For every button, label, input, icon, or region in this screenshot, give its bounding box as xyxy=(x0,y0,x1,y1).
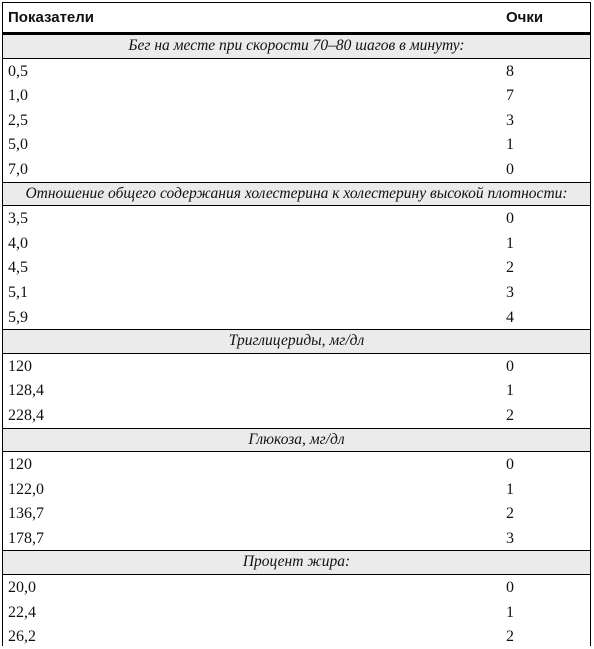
indicator-value: 228,4 xyxy=(8,406,44,424)
indicator-value: 5,1 xyxy=(8,283,28,301)
table-row xyxy=(3,108,590,133)
section-title: Глюкоза, мг/дл xyxy=(3,428,590,453)
points-value: 0 xyxy=(506,579,514,597)
indicator-value: 122,0 xyxy=(8,480,44,498)
indicator-value: 5,0 xyxy=(8,136,28,154)
section-title: Бег на месте при скорости 70–80 шагов в минуту: xyxy=(3,34,590,59)
table-row xyxy=(3,59,590,84)
table-row xyxy=(3,305,590,330)
points-value: 1 xyxy=(506,480,514,498)
table-header xyxy=(3,3,590,34)
indicator-value: 128,4 xyxy=(8,382,44,400)
table-row xyxy=(3,280,590,305)
points-value: 7 xyxy=(506,87,514,105)
indicator-value: 7,0 xyxy=(8,160,28,178)
table-row xyxy=(3,526,590,551)
section-title: Отношение общего содержания холестерина к холестерину высокой плотности: xyxy=(3,182,590,207)
points-value: 1 xyxy=(506,603,514,621)
indicator-value: 20,0 xyxy=(8,579,36,597)
indicator-value: 4,0 xyxy=(8,234,28,252)
indicator-value: 5,9 xyxy=(8,308,28,326)
table-row xyxy=(3,206,590,231)
points-value: 2 xyxy=(506,628,514,646)
points-value: 0 xyxy=(506,160,514,178)
indicator-value: 1,0 xyxy=(8,87,28,105)
indicator-value: 26,2 xyxy=(8,628,36,646)
indicator-value: 178,7 xyxy=(8,529,44,547)
indicator-value: 120 xyxy=(8,456,32,474)
table-row xyxy=(3,231,590,256)
indicator-value: 2,5 xyxy=(8,111,28,129)
table-body xyxy=(3,34,590,649)
points-value: 2 xyxy=(506,406,514,424)
table-row xyxy=(3,600,590,625)
points-value: 4 xyxy=(506,308,514,326)
points-value: 8 xyxy=(506,62,514,80)
table-row xyxy=(3,452,590,477)
indicator-value: 22,4 xyxy=(8,603,36,621)
points-value: 0 xyxy=(506,210,514,228)
points-value: 0 xyxy=(506,456,514,474)
table-row xyxy=(3,354,590,379)
header-points: Очки xyxy=(506,9,544,26)
table-row xyxy=(3,132,590,157)
points-value: 1 xyxy=(506,382,514,400)
points-value: 2 xyxy=(506,259,514,277)
points-value: 3 xyxy=(506,111,514,129)
points-value: 1 xyxy=(506,136,514,154)
indicator-value: 4,5 xyxy=(8,259,28,277)
indicator-value: 3,5 xyxy=(8,210,28,228)
indicator-value: 120 xyxy=(8,357,32,375)
indicator-value: 0,5 xyxy=(8,62,28,80)
table-row xyxy=(3,157,590,182)
header-indicator: Показатели xyxy=(8,9,95,26)
scoring-table xyxy=(2,2,591,646)
table-row xyxy=(3,403,590,428)
table-row xyxy=(3,477,590,502)
points-value: 3 xyxy=(506,283,514,301)
section-title: Триглицериды, мг/дл xyxy=(3,329,590,354)
table-row xyxy=(3,83,590,108)
points-value: 3 xyxy=(506,529,514,547)
points-value: 1 xyxy=(506,234,514,252)
points-value: 2 xyxy=(506,505,514,523)
section-title: Процент жира: xyxy=(3,550,590,575)
table-row xyxy=(3,378,590,403)
table-row xyxy=(3,575,590,600)
table-row xyxy=(3,501,590,526)
indicator-value: 136,7 xyxy=(8,505,44,523)
points-value: 0 xyxy=(506,357,514,375)
table-row xyxy=(3,624,590,649)
table-row xyxy=(3,255,590,280)
